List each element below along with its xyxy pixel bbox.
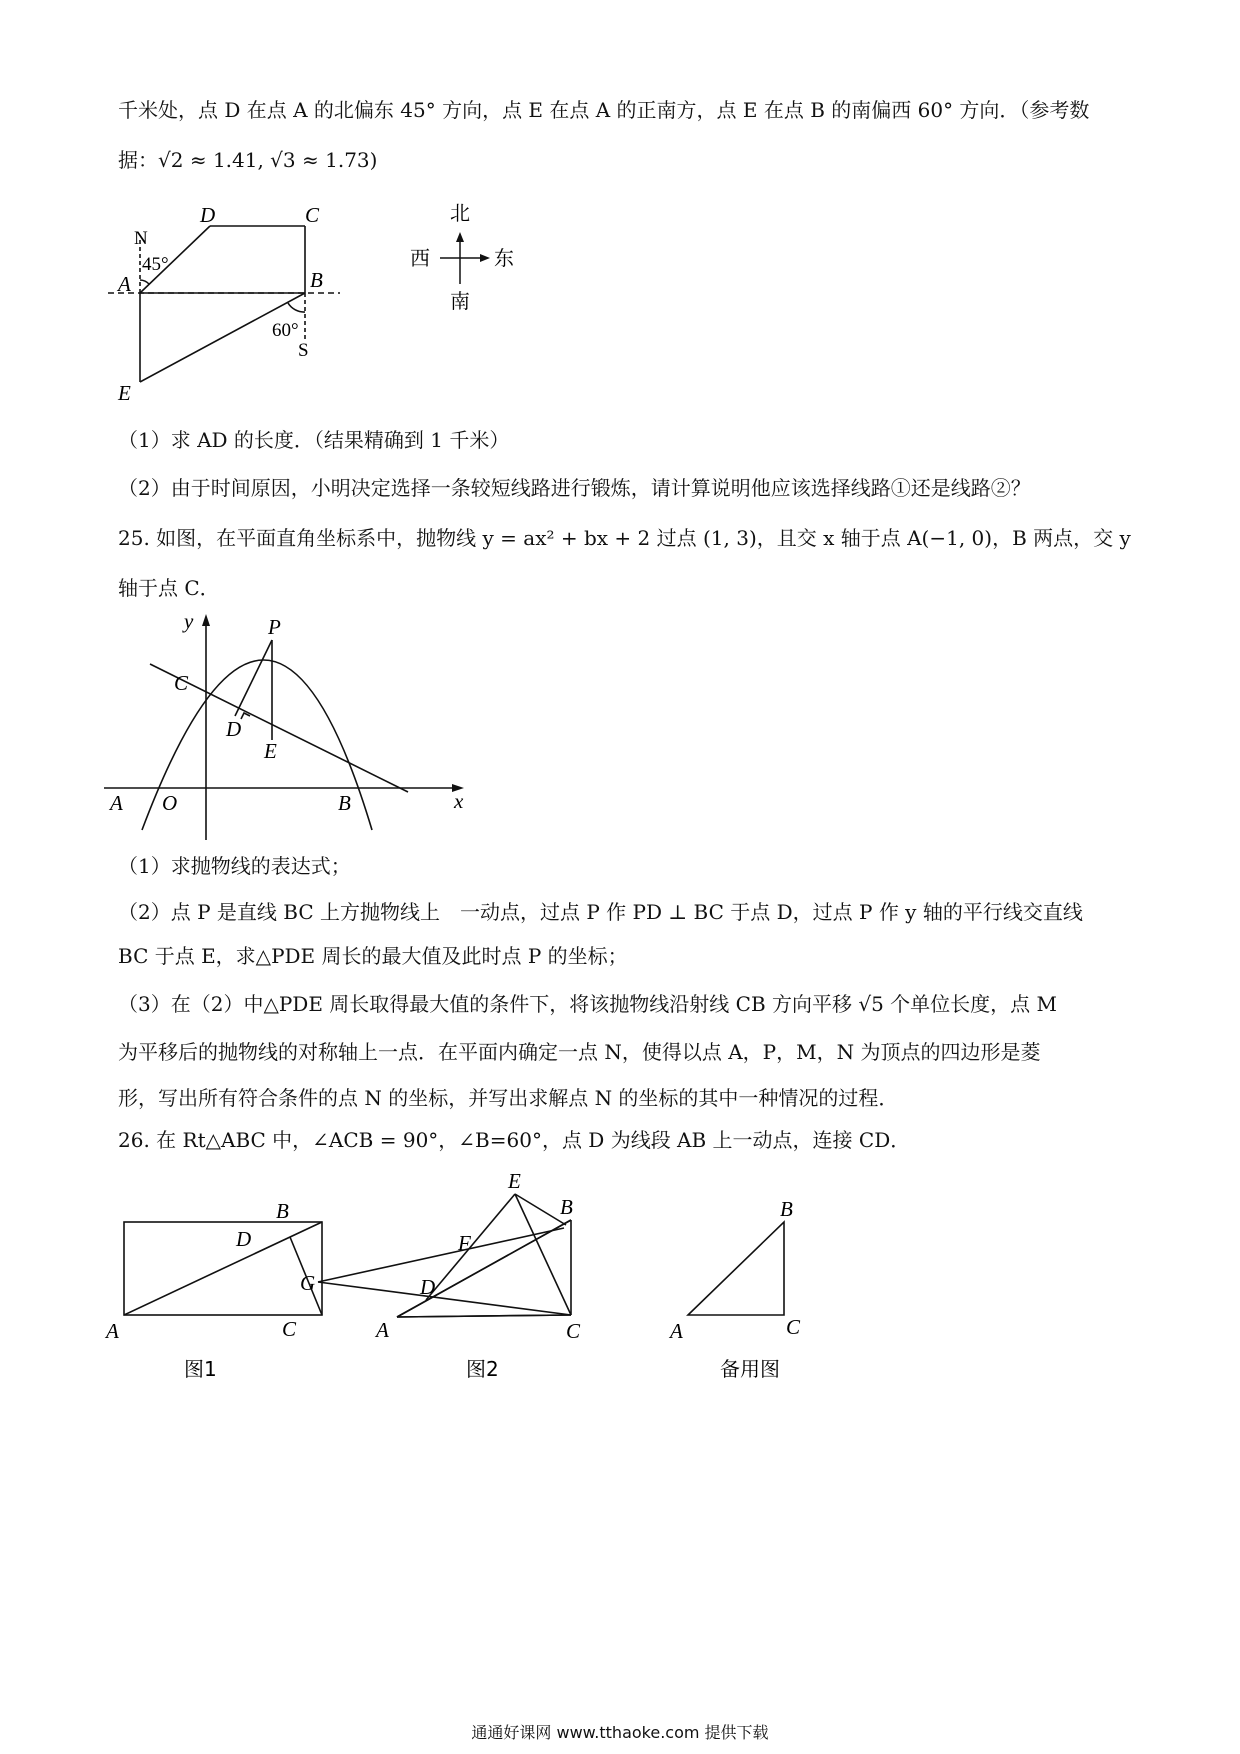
q24-label-45: 45°	[142, 254, 169, 275]
q25-figure	[110, 610, 470, 850]
q25-label-x: x	[454, 789, 464, 813]
fig2-label-E: E	[508, 1169, 521, 1193]
q25-part1: （1）求抛物线的表达式；	[118, 854, 351, 878]
y-axis-arrow-icon	[202, 614, 210, 626]
fig3-label-B: B	[780, 1197, 793, 1221]
q25-label-E: E	[264, 739, 277, 763]
q24-figure	[110, 200, 390, 460]
fig1-label-C: C	[282, 1317, 297, 1341]
q24-label-C: C	[305, 203, 320, 227]
q24-intro-line2: 据：√2 ≈ 1.41, √3 ≈ 1.73)	[118, 148, 378, 172]
q25-label-D: D	[226, 717, 242, 741]
q25-part3-line1: （3）在（2）中△PDE 周长取得最大值的条件下，将该抛物线沿射线 CB 方向平移 √5 个单位长度，点 M	[118, 992, 1058, 1016]
q24-label-D: D	[200, 203, 216, 227]
q25-label-O: O	[162, 791, 178, 815]
fig2-label-A: A	[376, 1318, 389, 1342]
compass-east: 东	[494, 246, 514, 270]
page-footer: 通通好课网 www.tthaoke.com 提供下载	[471, 1723, 769, 1742]
q25-part3-line3: 形，写出所有符合条件的点 N 的坐标，并写出求解点 N 的坐标的其中一种情况的过程．	[118, 1086, 899, 1110]
fig3-label-A: A	[670, 1319, 683, 1343]
q25-part2-line1: （2）点 P 是直线 BC 上方抛物线上 一动点，过点 P 作 PD ⊥ BC 于点 D，过点 P 作 y 轴的平行线交直线	[118, 900, 1083, 924]
q26-figure-2	[300, 1169, 660, 1400]
q24-label-E: E	[118, 381, 131, 405]
compass-south: 南	[450, 289, 470, 313]
fig1-label-B: B	[276, 1199, 289, 1223]
q25-label-B: B	[338, 791, 351, 815]
q25-line1: 25. 如图，在平面直角坐标系中，抛物线 y = ax² + bx + 2 过点 (1, 3)，且交 x 轴于点 A(−1, 0)，B 两点，交 y	[118, 526, 1131, 550]
fig1-label-D: D	[236, 1227, 252, 1251]
q24-label-A: A	[118, 272, 131, 296]
q25-part2-line2: BC 于点 E，求△PDE 周长的最大值及此时点 P 的坐标；	[118, 944, 628, 968]
q26-figure-backup	[670, 1197, 870, 1390]
fig2-label-C: C	[566, 1319, 581, 1343]
q25-part3-line2: 为平移后的抛物线的对称轴上一点．在平面内确定一点 N，使得以点 A，P，M，N 为顶点的四边形是菱	[118, 1040, 1041, 1064]
fig1-caption: 图1	[184, 1357, 217, 1381]
fig1-label-A: A	[106, 1319, 119, 1343]
fig3-label-C: C	[786, 1315, 801, 1339]
fig3-caption: 备用图	[720, 1357, 780, 1381]
east-arrow-icon	[480, 254, 490, 262]
north-arrow-icon	[456, 232, 464, 242]
q24-label-S: S	[298, 340, 309, 361]
fig2-label-B: B	[560, 1195, 573, 1219]
q25-label-C: C	[174, 671, 189, 695]
q24-label-N: N	[134, 228, 148, 249]
compass-rose	[410, 201, 530, 340]
compass-north: 北	[450, 201, 470, 225]
q26-figure-1	[106, 1199, 330, 1390]
q24-part2: （2）由于时间原因，小明决定选择一条较短线路进行锻炼，请计算说明他应该选择线路①还是线路②？	[118, 476, 1031, 500]
q25-label-y: y	[184, 609, 194, 633]
q24-intro-line1: 千米处，点 D 在点 A 的北偏东 45° 方向，点 E 在点 A 的正南方，点 E 在点 B 的南偏西 60° 方向．（参考数	[118, 98, 1090, 122]
q26-line1: 26. 在 Rt△ABC 中，∠ACB = 90°，∠B=60°，点 D 为线段 AB 上一动点，连接 CD．	[118, 1128, 911, 1152]
compass-west: 西	[410, 246, 430, 270]
fig2-caption: 图2	[466, 1357, 499, 1381]
fig2-label-G: G	[300, 1271, 316, 1295]
fig2-label-D: D	[420, 1275, 436, 1299]
fig2-label-F: F	[458, 1231, 471, 1255]
q25-line2: 轴于点 C．	[118, 576, 220, 600]
q25-label-A: A	[110, 791, 123, 815]
q24-label-60: 60°	[272, 320, 299, 341]
q25-label-P: P	[268, 615, 281, 639]
q24-label-B: B	[310, 268, 323, 292]
q24-part1: （1）求 AD 的长度．（结果精确到 1 千米）	[118, 428, 510, 452]
